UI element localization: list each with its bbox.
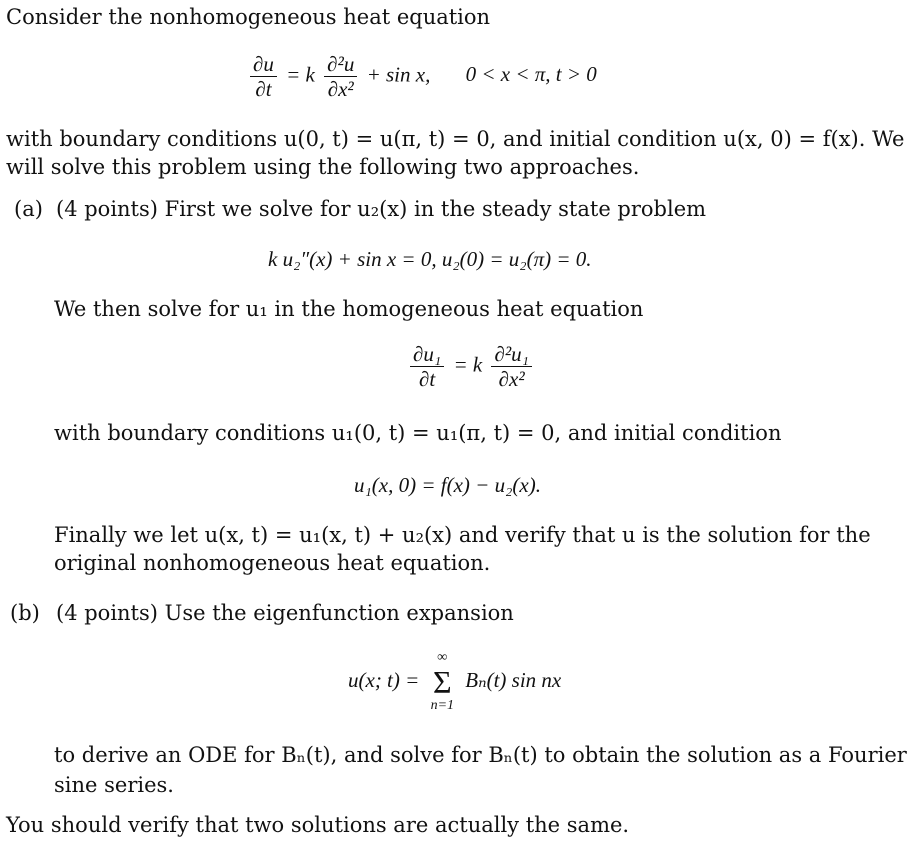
eq2-lhs-num: ∂u₁ [410, 342, 444, 367]
equation-homog [406, 342, 536, 391]
eq1-rhs-num: ∂²u [324, 52, 357, 77]
part-b-label: (b) [10, 601, 40, 625]
eq1-lhs-den: ∂t [255, 77, 272, 101]
eq3-rhs: Bₙ(t) sin nx [465, 667, 562, 692]
eq1-domain: 0 < x < π, t > 0 [465, 62, 597, 87]
part-b-derive-cont: sine series. [54, 773, 174, 797]
part-a-intro: (4 points) First we solve for u₂(x) in the steady state problem [56, 197, 707, 221]
part-b-derive: to derive an ODE for Bₙ(t), and solve for Bₙ(t) to obtain the solution as a Fourier [54, 743, 907, 767]
part-a-bc: with boundary conditions u₁(0, t) = u₁(π, t) = 0, and initial condition [54, 421, 782, 445]
equation-heat [246, 52, 597, 101]
sigma-icon: Σ [432, 664, 452, 700]
eq1-rhs-den: ∂x² [327, 77, 354, 101]
part-a-label: (a) [14, 197, 43, 221]
part-a-finally: Finally we let u(x, t) = u₁(x, t) + u₂(x) and verify that u is the solution for the [54, 523, 871, 547]
eq2-rel: = k [453, 352, 483, 377]
equation-ic: u₁(x, 0) = f(x) − u₂(x). [354, 473, 541, 497]
intro-text: Consider the nonhomogeneous heat equation [6, 5, 491, 29]
eq2-rhs-den: ∂x² [498, 367, 525, 391]
equation-steady: k u₂″(x) + sin x = 0, u₂(0) = u₂(π) = 0. [268, 247, 592, 271]
eq1-lhs-num: ∂u [250, 52, 277, 77]
sum-upper: ∞ [437, 650, 448, 665]
sum-lower: n=1 [430, 698, 455, 713]
part-b-intro: (4 points) Use the eigenfunction expansion [56, 601, 514, 625]
paragraph-bc-cont: will solve this problem using the following two approaches. [6, 155, 640, 179]
closing-text: You should verify that two solutions are actually the same. [6, 813, 630, 837]
eq3-lhs: u(x; t) = [348, 667, 420, 692]
part-a-then: We then solve for u₁ in the homogeneous heat equation [54, 297, 644, 321]
part-a-finally-cont: original nonhomogeneous heat equation. [54, 551, 491, 575]
eq1-rel: = k [286, 62, 315, 87]
eq1-tail: + sin x, [366, 62, 431, 87]
paragraph-bc: with boundary conditions u(0, t) = u(π, t) = 0, and initial condition u(x, 0) = f(x). We [6, 127, 905, 151]
equation-expansion [348, 650, 561, 714]
eq2-rhs-num: ∂²u₁ [491, 342, 531, 367]
summation-symbol [431, 650, 454, 714]
eq2-lhs-den: ∂t [418, 367, 436, 391]
